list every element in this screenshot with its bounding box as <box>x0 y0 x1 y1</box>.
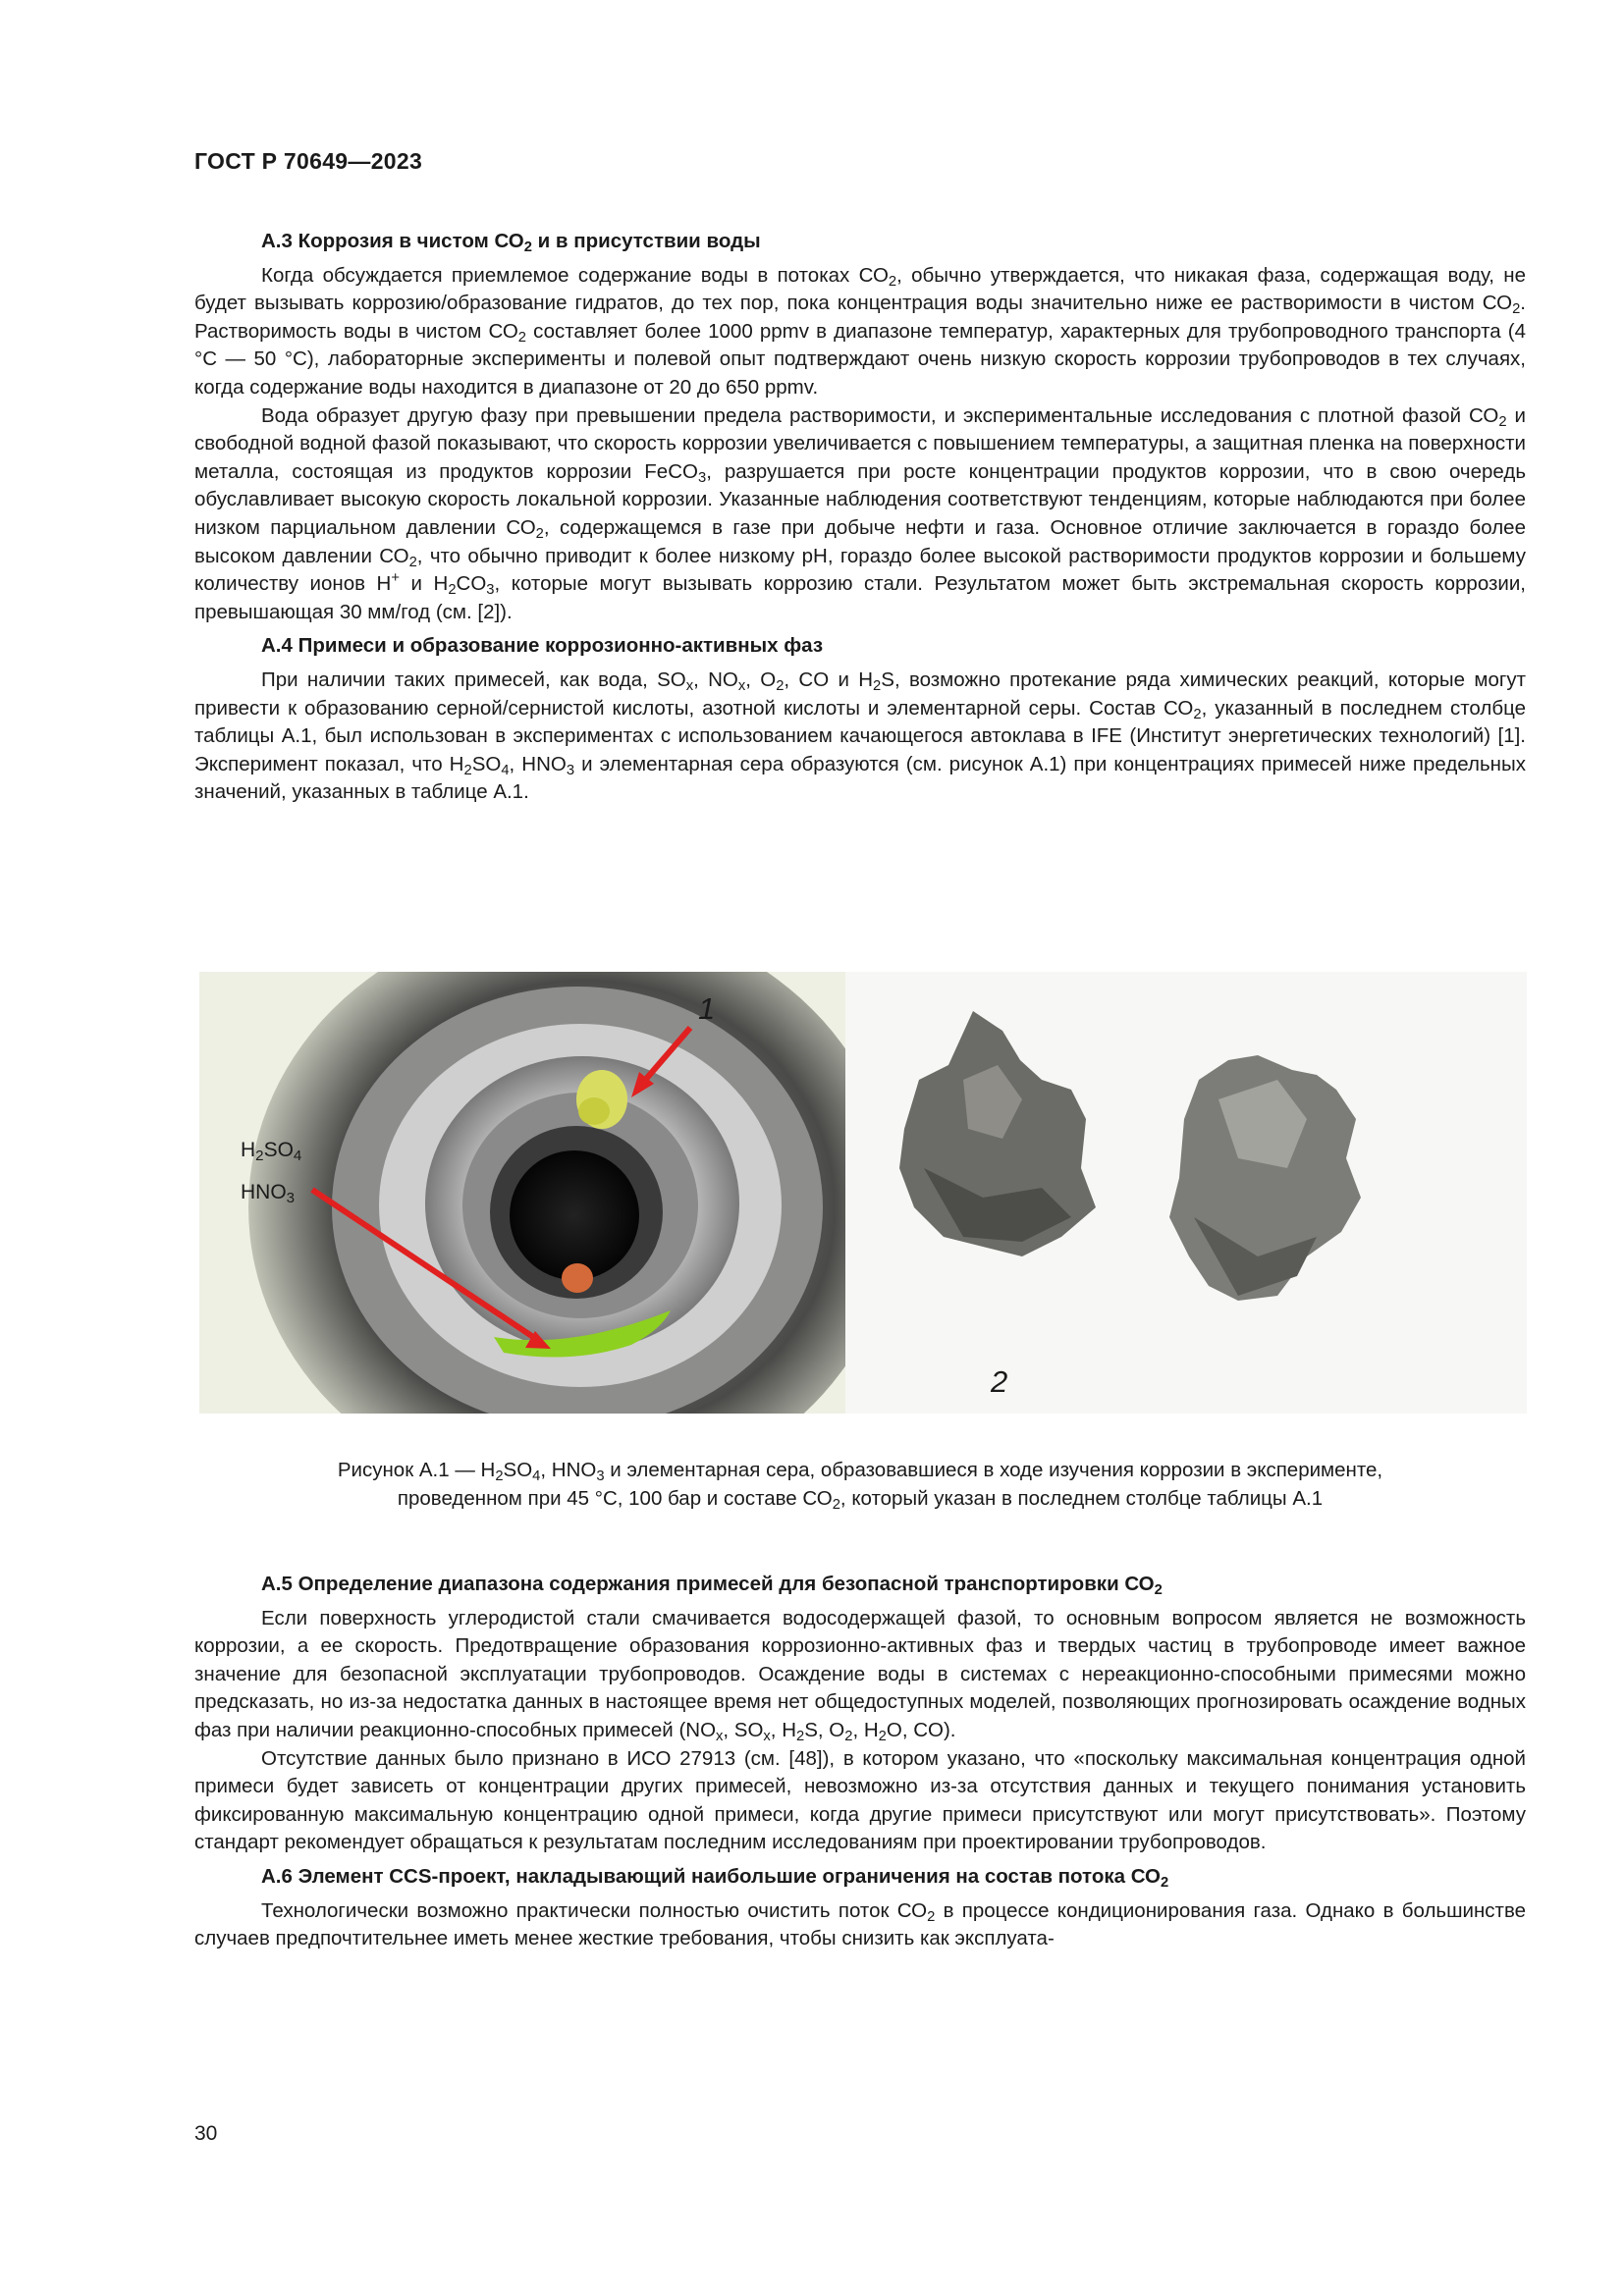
document-header: ГОСТ Р 70649—2023 <box>194 148 423 174</box>
caption-line-2: проведенном при 45 °С, 100 бар и составе $СО_2$, который указан в последнем столбце таблицы А.1 <box>397 1487 1324 1514</box>
figure-a1 <box>199 972 1527 1423</box>
figure-caption <box>194 1456 1526 1513</box>
section-title-a4: А.4 Примеси и образование коррозионно-активных фаз <box>261 634 824 658</box>
autoclave-photo <box>199 972 847 1414</box>
caption-line-1: Рисунок А.1 — $H_2SO_4$, $HNO_3$ и элементарная сера, образовавшиеся в ходе изучения коррозии в эксперименте, <box>337 1459 1383 1485</box>
sections-a3-a4 <box>194 228 1526 807</box>
figure-marker-1: 1 <box>698 991 716 1026</box>
label-hno3: $HNO_3$ <box>241 1181 296 1207</box>
label-h2so4: $H_2SO_4$ <box>241 1139 302 1165</box>
paragraph-a3-2: Вода образует другую фазу при превышении предела растворимости, и экспериментальные исследования с плотной фазой $СО_2$ и свободной водной фазой показывают, что скорость коррозии увеличивается с повышением температуры, а защитная пленка на поверхности металла, состоящая из продуктов коррозии FeCO$_3$, разрушается при росте концентрации продуктов коррозии, что в свою очередь обуславливает высокую скорость локальной коррозии. Указанные наблюдения соответствуют тенденциям, которые наблюдаются при более низком парциальном давлении $СО_2$, содержащемся в газе при добыче нефти и газа. Основное отличие заключается в гораздо более высоком давлении $СО_2$, что обычно приводит к более низкому pH, гораздо более высокой растворимости продуктов коррозии и большему количеству ионов H+ и $H_2CO_3$, которые могут вызывать коррозию стали. Результатом может быть экстремальная скорость коррозии, превышающая 30 мм/год (см. [2]). <box>194 403 1527 623</box>
paragraph-a3-1: Когда обсуждается приемлемое содержание воды в потоках $СО_2$, обычно утверждается, что никакая фаза, содержащая воду, не будет вызывать коррозию/образование гидратов, до тех пор, пока концентрация воды значительно ниже ее растворимости в чистом $СО_2$. Растворимость воды в чистом $СО_2$ составляет более 1000 ppmv в диапазоне температур, характерных для трубопроводного транспорта (4 °С — 50 °С), лабораторные эксперименты и полевой опыт подтверждают очень низкую скорость коррозии трубопроводов в тех случаях, когда содержание воды находится в диапазоне от 20 до 650 ppmv. <box>194 263 1527 399</box>
figure-marker-2: 2 <box>991 1364 1008 1399</box>
sections-a5-a6 <box>194 1571 1526 1953</box>
paragraph-a5-2: Отсутствие данных было признано в ИСО 27913 (см. [48]), в котором указано, что «поскольку максимальная концентрация одной примеси будет зависеть от концентрации других примесей, невозможно из-за отсутствия данных и текущего понимания установить фиксированную максимальную концентрацию одной примеси, когда другие примеси присутствуют или могут присутствовать». Поэтому стандарт рекомендует обращаться к результатам последним исследованиям при проектировании трубопроводов. <box>194 1746 1526 1854</box>
paragraph-a4-1: При наличии таких примесей, как вода, $SO_x$, $NO_x$, $O_2$, CO и $H_2S$, возможно протекание ряда химических реакций, которые могут привести к образованию серной/сернистой кислоты, азотной кислоты и элементарной серы. Состав $СО_2$, указанный в последнем столбце таблицы А.1, был использован в экспериментах с использованием качающегося автоклава в IFE (Институт энергетических технологий) [1]. Эксперимент показал, что $H_2SO_4$, $HNO_3$ и элементарная сера образуются (см. рисунок А.1) при концентрациях примесей ниже предельных значений, указанных в таблице А.1. <box>194 667 1526 804</box>
section-title-a5: А.5 Определение диапазона содержания примесей для безопасной транспортировки $СО_2$ <box>261 1573 1163 1599</box>
sulfur-samples-photo <box>845 972 1527 1414</box>
paragraph-a5-1: Если поверхность углеродистой стали смачивается водосодержащей фазой, то основным вопросом является не возможность коррозии, а ее скорость. Предотвращение образования коррозионно-активных фаз и твердых частиц в трубопроводе имеет важное значение для безопасной эксплуатации трубопроводов. Осаждение воды в системах с нереакционно-способными примесями можно предсказать, но из-за недостатка данных в настоящее время нет общедоступных моделей, позволяющих прогнозировать осаждение водных фаз при наличии реакционно-способных примесей ($NO_x$, $SO_x$, $H_2S$, $O_2$, $H_2O$, CO). <box>194 1606 1526 1745</box>
section-title-a3: А.3 Коррозия в чистом $СО_2$ и в присутствии воды <box>261 230 761 256</box>
page-number: 30 <box>194 2122 218 2145</box>
paragraph-a6-1: Технологически возможно практически полностью очистить поток $СО_2$ в процессе кондиционирования газа. Однако в большинстве случаев предпочтительнее иметь менее жесткие требования, чтобы снизить как эксплуата- <box>194 1898 1527 1950</box>
section-title-a6: А.6 Элемент CCS-проект, накладывающий наибольшие ограничения на состав потока $СО_2$ <box>261 1864 1169 1892</box>
